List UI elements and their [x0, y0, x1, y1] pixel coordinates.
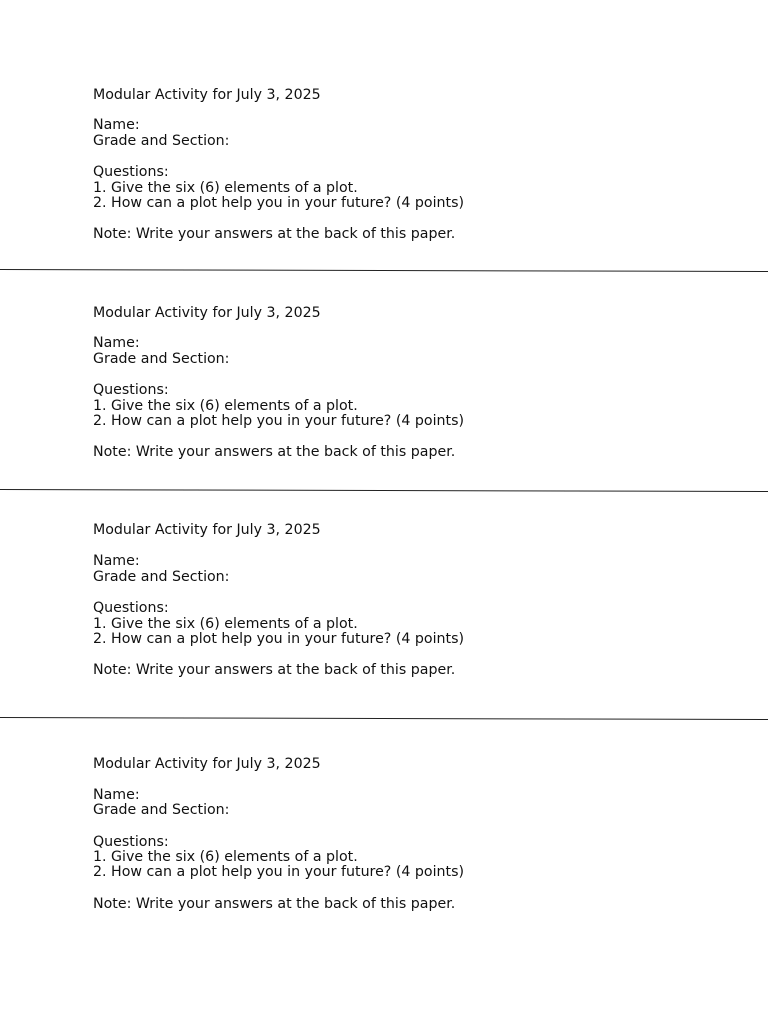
name-label: Name: — [93, 335, 140, 351]
questions-label: Questions: — [93, 834, 169, 850]
note: Note: Write your answers at the back of this paper. — [93, 896, 456, 912]
question-1: 1. Give the six (6) elements of a plot. — [93, 616, 358, 632]
question-2: 2. How can a plot help you in your future? (4 points) — [93, 195, 465, 211]
questions-label: Questions: — [93, 600, 169, 616]
grade-section-label: Grade and Section: — [93, 133, 230, 149]
cut-line-3 — [0, 717, 768, 720]
activity-title: Modular Activity for July 3, 2025 — [93, 756, 321, 772]
question-1: 1. Give the six (6) elements of a plot. — [93, 849, 358, 865]
activity-title: Modular Activity for July 3, 2025 — [93, 305, 321, 321]
activity-title: Modular Activity for July 3, 2025 — [93, 87, 321, 103]
name-label: Name: — [93, 553, 140, 569]
note: Note: Write your answers at the back of this paper. — [93, 662, 456, 678]
cut-line-2 — [0, 489, 768, 492]
question-2: 2. How can a plot help you in your future? (4 points) — [93, 631, 465, 647]
cut-line-1 — [0, 269, 768, 272]
name-label: Name: — [93, 117, 140, 133]
grade-section-label: Grade and Section: — [93, 569, 230, 585]
note: Note: Write your answers at the back of this paper. — [93, 226, 456, 242]
question-1: 1. Give the six (6) elements of a plot. — [93, 398, 358, 414]
question-1: 1. Give the six (6) elements of a plot. — [93, 180, 358, 196]
activity-title: Modular Activity for July 3, 2025 — [93, 522, 321, 538]
questions-label: Questions: — [93, 382, 169, 398]
question-2: 2. How can a plot help you in your future? (4 points) — [93, 864, 465, 880]
grade-section-label: Grade and Section: — [93, 802, 230, 818]
questions-label: Questions: — [93, 164, 169, 180]
question-2: 2. How can a plot help you in your future? (4 points) — [93, 413, 465, 429]
name-label: Name: — [93, 787, 140, 803]
note: Note: Write your answers at the back of this paper. — [93, 444, 456, 460]
grade-section-label: Grade and Section: — [93, 351, 230, 367]
